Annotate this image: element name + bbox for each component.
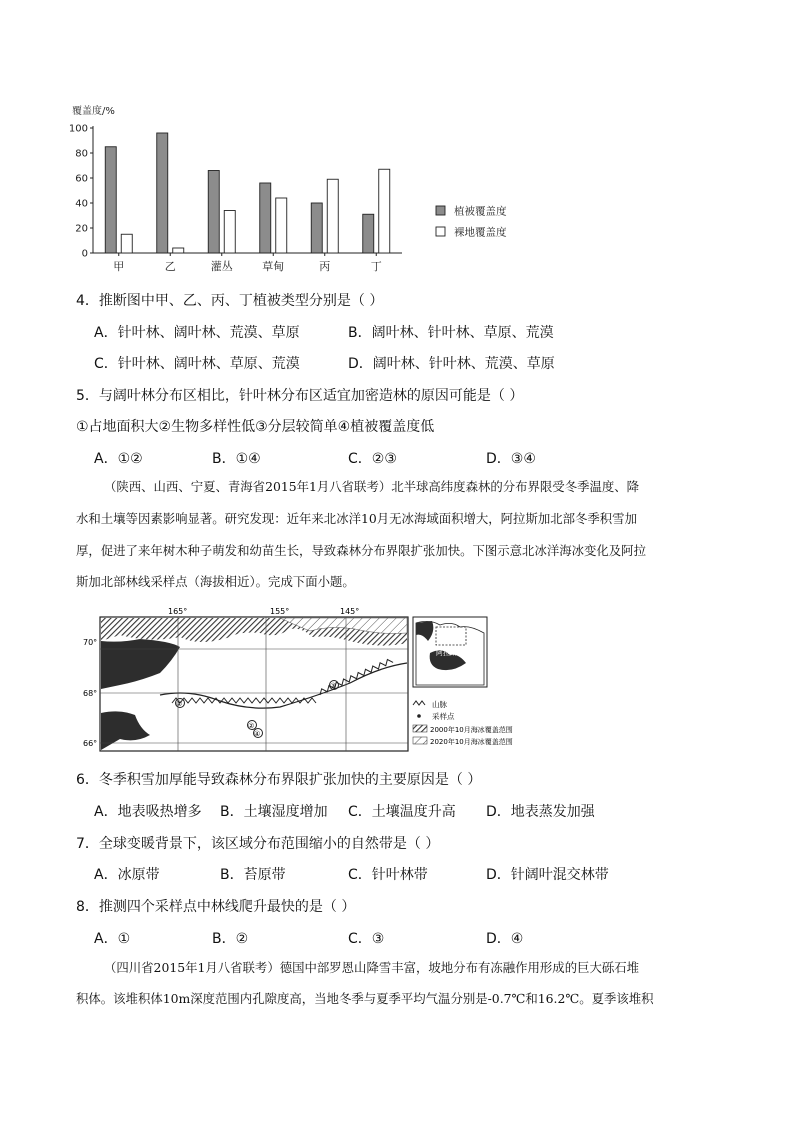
y-tick-label: 60 [75,173,88,185]
lat-label-66: 66° [83,739,98,748]
inset-label-alaska: 阿拉斯加 [436,649,464,657]
question-7-option-d[interactable]: D．针阔叶混交林带 [486,867,609,883]
legend-sample: 采样点 [432,712,455,721]
bar-bare-4 [327,179,338,253]
legend-label-1: 裸地覆盖度 [454,226,507,239]
question-4-option-c[interactable]: C．针叶林、阔叶林、草原、荒漠 [94,356,300,372]
x-tick-label: 丙 [319,260,331,273]
lon-label-165: 165° [168,607,188,616]
x-tick-label: 甲 [113,260,125,273]
question-7-option-a[interactable]: A．冰原带 [94,867,160,883]
arctic-sea-ice-map [80,603,540,755]
legend-ice-2000: 2000年10月海冰覆盖范围 [430,726,513,734]
question-6-option-c[interactable]: C．土壤温度升高 [348,804,456,820]
y-tick-label: 100 [68,123,88,135]
lat-label-70: 70° [83,638,98,647]
question-8-option-c[interactable]: C．③ [348,931,385,947]
svg-text:④: ④ [254,730,261,738]
svg-text:②: ② [248,722,255,730]
bar-vegetation-5 [363,214,374,253]
vegetation-coverage-chart [60,95,530,280]
question-6-option-a[interactable]: A．地表吸热增多 [94,804,202,820]
question-6-option-d[interactable]: D．地表蒸发加强 [486,804,595,820]
question-7-option-b[interactable]: B．苔原带 [220,867,286,883]
question-5-option-a[interactable]: A．①② [94,451,143,467]
y-tick-label: 40 [75,198,88,210]
lat-label-68: 68° [83,689,98,698]
svg-text:①: ① [176,700,183,708]
question-7-option-c[interactable]: C．针叶林带 [348,867,428,883]
y-axis-label: 覆盖度/% [72,106,115,117]
x-tick-label: 乙 [164,260,176,273]
x-tick-label: 丁 [370,260,382,273]
question-4-stem: 4．推断图中甲、乙、丙、丁植被类型分别是（ ） [76,293,384,309]
legend-swatch-1 [436,227,445,236]
lon-label-145: 145° [340,607,360,616]
y-tick-label: 20 [75,223,88,235]
passage-1-line-3: 厚，促进了来年树木种子萌发和幼苗生长，导致森林分布界限扩张加快。下图示意北冰洋海冰变化及阿拉 [76,543,646,558]
question-5-statements: ①占地面积大②生物多样性低③分层较简单④植被覆盖度低 [76,419,435,435]
question-8-option-b[interactable]: B．② [212,931,249,947]
question-8-stem: 8．推测四个采样点中林线爬升最快的是（ ） [76,899,356,915]
main-map-frame [83,617,408,751]
bar-vegetation-2 [208,171,219,254]
question-5-option-d[interactable]: D．③④ [486,451,536,467]
passage-1-line-2: 水和土壤等因素影响显著。研究发现：近年来北冰洋10月无冰海域面积增大，阿拉斯加北部冬季积雪加 [76,511,637,526]
question-5-option-c[interactable]: C．②③ [348,451,397,467]
legend-swatch-0 [436,206,445,215]
question-6-stem: 6．冬季积雪加厚能导致森林分布界限扩张加快的主要原因是（ ） [76,772,482,788]
lon-label-155: 155° [270,607,290,616]
map-legend [413,699,513,746]
question-6-option-b[interactable]: B．土壤湿度增加 [220,804,328,820]
bar-vegetation-3 [260,183,271,253]
passage-2-line-2: 积体。该堆积体10m深度范围内孔隙度高，当地冬季与夏季平均气温分别是-0.7℃和16.2℃。夏季该堆积 [76,991,654,1006]
question-8-option-a[interactable]: A．① [94,931,131,947]
bar-bare-1 [173,248,184,253]
legend-mountain: 山脉 [432,700,447,709]
question-4-option-b[interactable]: B．阔叶林、针叶林、草原、荒漠 [348,325,554,341]
bar-vegetation-4 [311,203,322,253]
y-tick-label: 0 [81,248,88,260]
legend-ice-2020: 2020年10月海冰覆盖范围 [430,738,513,746]
x-tick-label: 灌丛 [210,260,233,273]
passage-2-line-1: （四川省2015年1月八省联考）德国中部罗恩山降雪丰富，坡地分布有冻融作用形成的巨大砾石堆 [104,960,640,975]
bar-bare-0 [121,234,132,253]
question-5-stem: 5．与阔叶林分布区相比，针叶林分布区适宜加密造林的原因可能是（ ） [76,388,524,404]
bar-vegetation-0 [105,147,116,253]
passage-1-line-4: 斯加北部林线采样点（海拔相近）。完成下面小题。 [76,574,355,589]
bar-vegetation-1 [157,133,168,253]
x-tick-label: 草甸 [262,260,285,273]
bar-bare-5 [379,169,390,253]
passage-1-line-1: （陕西、山西、宁夏、青海省2015年1月八省联考）北半球高纬度森林的分布界限受冬季温度、降 [104,479,640,494]
bar-bare-3 [276,198,287,253]
question-4-option-d[interactable]: D．阔叶林、针叶林、荒漠、草原 [348,356,555,372]
question-7-stem: 7．全球变暖背景下，该区域分布范围缩小的自然带是（ ） [76,836,440,852]
bar-bare-2 [224,211,235,254]
y-tick-label: 80 [75,148,88,160]
inset-map [413,617,487,687]
question-5-option-b[interactable]: B．①④ [212,451,261,467]
legend-label-0: 植被覆盖度 [454,205,507,218]
question-4-option-a[interactable]: A．针叶林、阔叶林、荒漠、草原 [94,325,300,341]
svg-text:③: ③ [330,682,337,690]
question-8-option-d[interactable]: D．④ [486,931,524,947]
